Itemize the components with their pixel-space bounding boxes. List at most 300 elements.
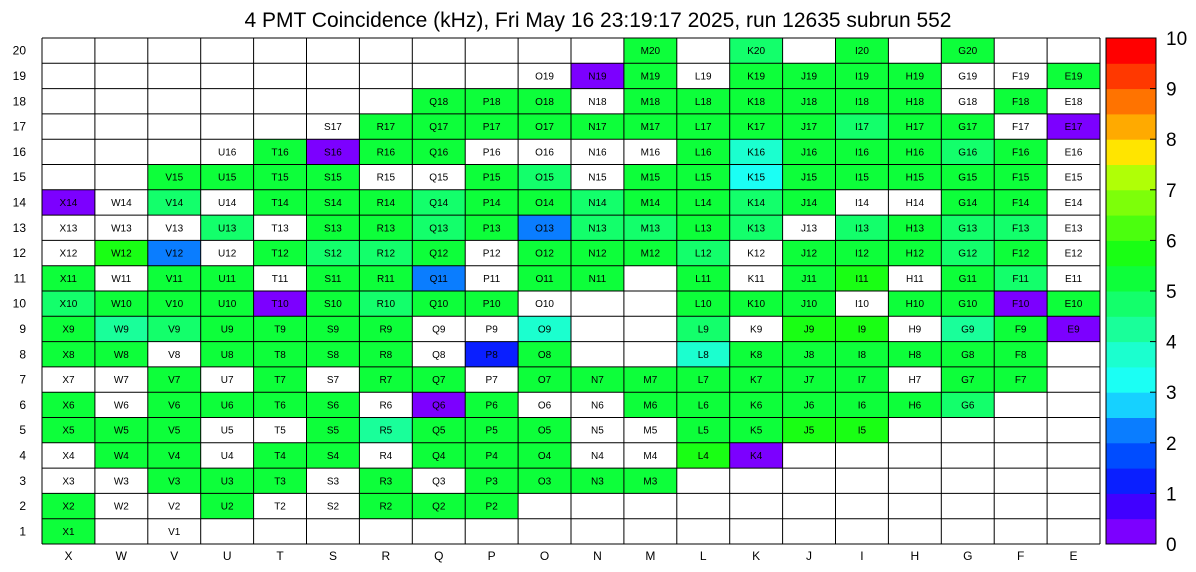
x-tick-label: L — [699, 549, 707, 563]
cell-label: O16 — [535, 147, 555, 159]
color-palette — [1106, 38, 1156, 545]
cell-label: O11 — [535, 273, 554, 285]
x-tick-label: P — [487, 549, 496, 563]
cell-label: V7 — [168, 375, 181, 387]
palette-bin — [1106, 418, 1156, 444]
cell-label: G17 — [958, 122, 978, 134]
cell-label: O17 — [535, 122, 555, 134]
cell-label: S13 — [324, 223, 342, 235]
cell-label: Q9 — [432, 324, 446, 336]
x-tick-label: I — [860, 549, 864, 563]
palette-bin — [1106, 89, 1156, 115]
cell-label: V1 — [168, 526, 181, 538]
x-tick-label: W — [115, 549, 128, 563]
cell-label: V15 — [165, 172, 184, 184]
cell-label: S3 — [326, 476, 340, 488]
x-tick-label: N — [593, 549, 602, 563]
cell-label: R3 — [379, 476, 393, 488]
y-tick-label: 11 — [13, 271, 26, 286]
cell-label: N12 — [588, 248, 607, 260]
cell-label: F11 — [1012, 273, 1029, 285]
cell-label: X12 — [59, 248, 78, 260]
cell-label: W5 — [113, 425, 129, 437]
cell-label: X7 — [62, 375, 75, 387]
cell-label: H18 — [905, 96, 925, 108]
cell-label: U4 — [220, 450, 234, 462]
cell-label: N5 — [591, 425, 604, 437]
cell-label: M7 — [643, 375, 658, 387]
cell-label: X5 — [62, 425, 75, 437]
cell-label: N14 — [588, 197, 607, 209]
cell-label: N17 — [588, 122, 607, 134]
cell-label: V11 — [165, 273, 183, 285]
cell-label: S6 — [326, 400, 340, 412]
cell-label: G12 — [958, 248, 978, 260]
cell-label: V3 — [168, 476, 181, 488]
cell-label: P14 — [482, 197, 501, 209]
cell-label: T5 — [274, 425, 286, 437]
cell-label: H8 — [908, 349, 922, 361]
cell-label: M5 — [643, 425, 658, 437]
cell-label: S7 — [326, 375, 340, 387]
cell-label: L12 — [694, 248, 712, 260]
cell-label: X9 — [62, 324, 75, 336]
cell-label: O7 — [537, 375, 552, 387]
cell-label: P7 — [485, 375, 498, 387]
y-tick-label: 10 — [12, 296, 26, 311]
cell-label: H10 — [905, 299, 925, 311]
cell-label: P6 — [485, 400, 498, 412]
cell-label: N7 — [591, 375, 604, 387]
cell-label: X13 — [59, 223, 78, 235]
x-tick-label: X — [64, 549, 73, 563]
cell-label: G6 — [961, 400, 975, 412]
x-tick-label: J — [806, 549, 813, 563]
cell-label: P4 — [485, 450, 498, 462]
cell-label: W6 — [113, 400, 129, 412]
cell-label: E17 — [1064, 122, 1083, 134]
cell-label: O6 — [537, 400, 552, 412]
cell-label: G18 — [958, 96, 978, 108]
cell-label: L4 — [697, 450, 709, 462]
y-tick-label: 2 — [19, 499, 26, 514]
cell-label: J8 — [803, 349, 815, 361]
cell-label: W9 — [113, 324, 129, 336]
y-tick-label: 14 — [12, 195, 26, 210]
cell-label: F18 — [1012, 96, 1030, 108]
y-tick-label: 16 — [12, 144, 26, 159]
cell-label: I8 — [857, 349, 867, 361]
cell-label: V12 — [165, 248, 184, 260]
chart-title: 4 PMT Coincidence (kHz), Fri May 16 23:19:17 2025, run 12635 subrun 552 — [244, 9, 952, 32]
y-axis-ticks — [13, 44, 27, 539]
x-tick-label: M — [645, 549, 656, 563]
cell-label: J18 — [800, 96, 818, 108]
cell-label: P10 — [482, 299, 501, 311]
cell-label: S2 — [326, 501, 340, 513]
cell-label: I20 — [854, 46, 869, 58]
cell-label: F19 — [1012, 71, 1030, 83]
cell-label: R5 — [379, 425, 393, 437]
cell-label: L11 — [695, 273, 712, 285]
x-tick-label: G — [963, 549, 973, 563]
cell-label: R8 — [379, 349, 393, 361]
cell-label: U10 — [217, 299, 237, 311]
y-tick-label: 7 — [19, 372, 26, 387]
cell-label: K8 — [750, 349, 763, 361]
cell-label: E12 — [1064, 248, 1083, 260]
y-tick-label: 6 — [19, 397, 26, 412]
cell-label: S9 — [326, 324, 340, 336]
cell-label: P17 — [482, 122, 501, 134]
y-tick-label: 12 — [12, 246, 26, 261]
cell-label: K18 — [747, 96, 766, 108]
cell-label: Q7 — [432, 375, 446, 387]
cell-label: X11 — [59, 273, 77, 285]
cell-label: P15 — [482, 172, 501, 184]
cell-label: I9 — [857, 324, 867, 336]
cell-label: E13 — [1064, 223, 1083, 235]
cell-label: N11 — [588, 273, 607, 285]
cell-label: V5 — [168, 425, 181, 437]
cell-label: L15 — [694, 172, 712, 184]
y-tick-label: 15 — [12, 170, 26, 185]
cell-label: F7 — [1014, 375, 1027, 387]
cell-label: P16 — [482, 147, 501, 159]
cell-label: S4 — [326, 450, 340, 462]
cell-label: P11 — [483, 273, 501, 285]
cell-label: S11 — [324, 273, 342, 285]
cell-label: G7 — [961, 375, 975, 387]
cell-label: Q18 — [429, 96, 449, 108]
palette-bin — [1106, 392, 1156, 418]
cell-label: K19 — [747, 71, 766, 83]
cell-label: Q17 — [429, 122, 449, 134]
cell-label: I6 — [857, 400, 867, 412]
palette-bin — [1106, 367, 1156, 393]
cell-label: I14 — [854, 197, 869, 209]
cell-label: H7 — [908, 375, 922, 387]
cell-label: U15 — [217, 172, 237, 184]
cell-label: E18 — [1064, 96, 1083, 108]
cell-label: F15 — [1012, 172, 1030, 184]
cell-label: O13 — [535, 223, 555, 235]
cell-label: Q12 — [429, 248, 449, 260]
cell-label: P12 — [482, 248, 501, 260]
palette-bin — [1106, 240, 1156, 266]
cell-label: S5 — [326, 425, 340, 437]
cell-label: E11 — [1065, 273, 1083, 285]
cell-label: W4 — [113, 450, 129, 462]
cell-label: P5 — [485, 425, 498, 437]
cell-label: P18 — [482, 96, 501, 108]
cell-label: O18 — [535, 96, 555, 108]
heatmap-grid — [42, 38, 1100, 544]
cell-label: Q8 — [432, 349, 446, 361]
palette-bin — [1106, 38, 1156, 64]
cell-label: G13 — [958, 223, 978, 235]
cell-label: K11 — [747, 273, 765, 285]
z-tick-label: 9 — [1166, 79, 1177, 101]
cell-label: L19 — [694, 71, 712, 83]
cell-label: R11 — [377, 273, 395, 285]
cell-label: J14 — [800, 197, 818, 209]
cell-label: W13 — [111, 223, 132, 235]
cell-label: U14 — [217, 197, 237, 209]
y-tick-label: 18 — [12, 94, 26, 109]
cell-label: K17 — [747, 122, 766, 134]
palette-bin — [1106, 468, 1156, 494]
cell-label: I15 — [854, 172, 869, 184]
cell-label: U16 — [217, 147, 237, 159]
cell-label: U8 — [220, 349, 234, 361]
cell-label: E15 — [1064, 172, 1083, 184]
z-tick-label: 10 — [1166, 29, 1188, 50]
x-tick-label: R — [381, 549, 391, 563]
cell-label: I5 — [857, 425, 867, 437]
cell-label: I13 — [854, 223, 869, 235]
cell-label: X6 — [62, 400, 75, 412]
cell-label: V6 — [168, 400, 181, 412]
cell-label: G11 — [958, 273, 977, 285]
cell-label: L14 — [694, 197, 712, 209]
cell-label: T14 — [271, 197, 289, 209]
cell-label: H11 — [906, 273, 924, 285]
x-tick-label: Q — [434, 549, 444, 563]
cell-label: H17 — [905, 122, 925, 134]
cell-label: G10 — [958, 299, 978, 311]
cell-label: M15 — [640, 172, 661, 184]
cell-label: M17 — [640, 122, 661, 134]
cell-label: R15 — [376, 172, 396, 184]
x-tick-label: U — [222, 549, 232, 563]
cell-label: R2 — [379, 501, 393, 513]
cell-label: U3 — [220, 476, 234, 488]
cell-label: U11 — [218, 273, 236, 285]
palette-bin — [1106, 215, 1156, 241]
cell-label: X14 — [59, 197, 78, 209]
cell-label: H12 — [905, 248, 925, 260]
cell-label: H14 — [905, 197, 925, 209]
cell-label: J6 — [803, 400, 815, 412]
y-tick-label: 4 — [19, 448, 26, 463]
cell-label: G9 — [961, 324, 975, 336]
cell-label: H16 — [905, 147, 925, 159]
z-tick-label: 8 — [1166, 130, 1177, 152]
cell-label: F10 — [1012, 299, 1030, 311]
cell-label: N3 — [591, 476, 604, 488]
cell-label: L5 — [697, 425, 709, 437]
cell-label: M16 — [640, 147, 661, 159]
cell-label: X8 — [62, 349, 75, 361]
cell-label: S15 — [324, 172, 342, 184]
cell-label: U13 — [217, 223, 237, 235]
cell-label: V13 — [165, 223, 184, 235]
cell-label: I11 — [855, 273, 869, 285]
cell-label: F17 — [1012, 122, 1030, 134]
cell-label: K5 — [750, 425, 763, 437]
cell-label: M18 — [640, 96, 661, 108]
y-tick-label: 3 — [19, 473, 26, 488]
cell-label: T10 — [271, 299, 289, 311]
cell-label: Q16 — [429, 147, 449, 159]
palette-bin — [1106, 114, 1156, 140]
z-tick-label: 2 — [1166, 433, 1177, 455]
cell-label: E14 — [1064, 197, 1083, 209]
cell-label: H13 — [905, 223, 925, 235]
cell-label: K20 — [747, 46, 766, 58]
palette-bin — [1106, 291, 1156, 317]
z-tick-label: 4 — [1166, 332, 1177, 354]
cell-label: I16 — [854, 147, 869, 159]
cell-label: S12 — [324, 248, 342, 260]
cell-label: P8 — [485, 349, 498, 361]
cell-label: N6 — [591, 400, 604, 412]
y-tick-label: 9 — [19, 321, 26, 336]
cell-label: U7 — [220, 375, 234, 387]
cell-label: S10 — [324, 299, 342, 311]
cell-label: I12 — [854, 248, 869, 260]
cell-label: M19 — [640, 71, 661, 83]
cell-label: E19 — [1064, 71, 1083, 83]
cell-label: Q11 — [429, 273, 448, 285]
x-axis-ticks — [64, 549, 1077, 563]
z-tick-label: 6 — [1166, 231, 1177, 253]
cell-label: R12 — [376, 248, 396, 260]
palette-bin — [1106, 266, 1156, 292]
cell-label: V14 — [165, 197, 184, 209]
cell-label: O4 — [537, 450, 552, 462]
cell-label: G15 — [958, 172, 978, 184]
cell-label: S17 — [324, 122, 342, 134]
cell-label: T2 — [274, 501, 286, 513]
cell-label: J5 — [803, 425, 815, 437]
cell-label: T11 — [271, 273, 289, 285]
cell-label: T7 — [274, 375, 286, 387]
cell-label: N15 — [588, 172, 607, 184]
cell-label: W10 — [111, 299, 132, 311]
cell-label: W12 — [111, 248, 132, 260]
x-tick-label: H — [910, 549, 920, 563]
palette-bin — [1106, 316, 1156, 342]
cell-label: F14 — [1012, 197, 1030, 209]
cell-label: U5 — [220, 425, 234, 437]
cell-label: R16 — [376, 147, 396, 159]
cell-label: G14 — [958, 197, 978, 209]
y-tick-label: 8 — [19, 347, 26, 362]
cell-label: U12 — [217, 248, 237, 260]
cell-label: J7 — [803, 375, 815, 387]
cell-label: T8 — [274, 349, 286, 361]
cell-label: O3 — [537, 476, 552, 488]
cell-label: T6 — [274, 400, 286, 412]
cell-label: F9 — [1014, 324, 1027, 336]
cell-label: Q2 — [432, 501, 446, 513]
cell-label: G19 — [958, 71, 978, 83]
cell-label: O9 — [537, 324, 552, 336]
x-tick-label: T — [276, 549, 284, 563]
cell-label: K6 — [750, 400, 763, 412]
palette-bin — [1106, 493, 1156, 519]
cell-label: H19 — [905, 71, 925, 83]
cell-label: K9 — [750, 324, 763, 336]
cell-label: W11 — [111, 273, 132, 285]
cell-label: Q14 — [429, 197, 449, 209]
cell-label: H15 — [905, 172, 925, 184]
y-tick-label: 19 — [12, 68, 26, 83]
cell-label: H6 — [908, 400, 922, 412]
palette-bin — [1106, 63, 1156, 89]
cell-label: F12 — [1012, 248, 1030, 260]
y-tick-label: 13 — [12, 220, 26, 235]
cell-label: E9 — [1067, 324, 1080, 336]
cell-label: W7 — [113, 375, 129, 387]
cell-label: E10 — [1064, 299, 1083, 311]
cell-label: S8 — [326, 349, 340, 361]
cell-label: J11 — [801, 273, 817, 285]
cell-label: R10 — [376, 299, 396, 311]
cell-label: V8 — [168, 349, 181, 361]
cell-label: I18 — [854, 96, 869, 108]
cell-label: L16 — [694, 147, 712, 159]
cell-label: M4 — [643, 450, 658, 462]
cell-label: K14 — [747, 197, 766, 209]
cell-label: F13 — [1012, 223, 1030, 235]
cell-label: X3 — [62, 476, 75, 488]
palette-bin — [1106, 165, 1156, 191]
cell-label: H9 — [908, 324, 922, 336]
x-tick-label: F — [1016, 549, 1025, 563]
palette-bin — [1106, 519, 1156, 545]
cell-label: J16 — [800, 147, 818, 159]
cell-label: M20 — [640, 46, 661, 58]
cell-label: Q13 — [429, 223, 449, 235]
cell-label: K4 — [750, 450, 763, 462]
cell-label: U2 — [220, 501, 234, 513]
z-tick-label: 0 — [1166, 535, 1177, 556]
cell-label: N18 — [588, 96, 607, 108]
cell-label: I17 — [854, 122, 869, 134]
cell-label: X1 — [62, 526, 75, 538]
cell-label: L8 — [697, 349, 709, 361]
cell-label: K16 — [747, 147, 766, 159]
x-tick-label: V — [170, 549, 179, 563]
cell-label: T15 — [271, 172, 289, 184]
z-tick-label: 5 — [1166, 282, 1177, 303]
cell-label: T16 — [271, 147, 289, 159]
y-tick-label: 5 — [19, 423, 26, 438]
cell-label: L9 — [697, 324, 709, 336]
cell-label: O10 — [535, 299, 555, 311]
cell-label: Q5 — [432, 425, 446, 437]
cell-label: N19 — [588, 71, 607, 83]
cell-label: M13 — [640, 223, 661, 235]
cell-label: K15 — [747, 172, 766, 184]
cell-label: I10 — [854, 299, 869, 311]
z-tick-label: 1 — [1166, 484, 1177, 506]
x-tick-label: O — [539, 549, 550, 563]
cell-label: R17 — [376, 122, 396, 134]
z-tick-label: 7 — [1166, 180, 1177, 202]
cell-label: P9 — [485, 324, 498, 336]
cell-label: X2 — [62, 501, 75, 513]
y-tick-label: 20 — [12, 43, 26, 58]
cell-label: J13 — [800, 223, 818, 235]
palette-bin — [1106, 342, 1156, 368]
z-tick-label: 3 — [1166, 383, 1177, 405]
cell-label: J9 — [803, 324, 815, 336]
cell-label: O15 — [535, 172, 555, 184]
